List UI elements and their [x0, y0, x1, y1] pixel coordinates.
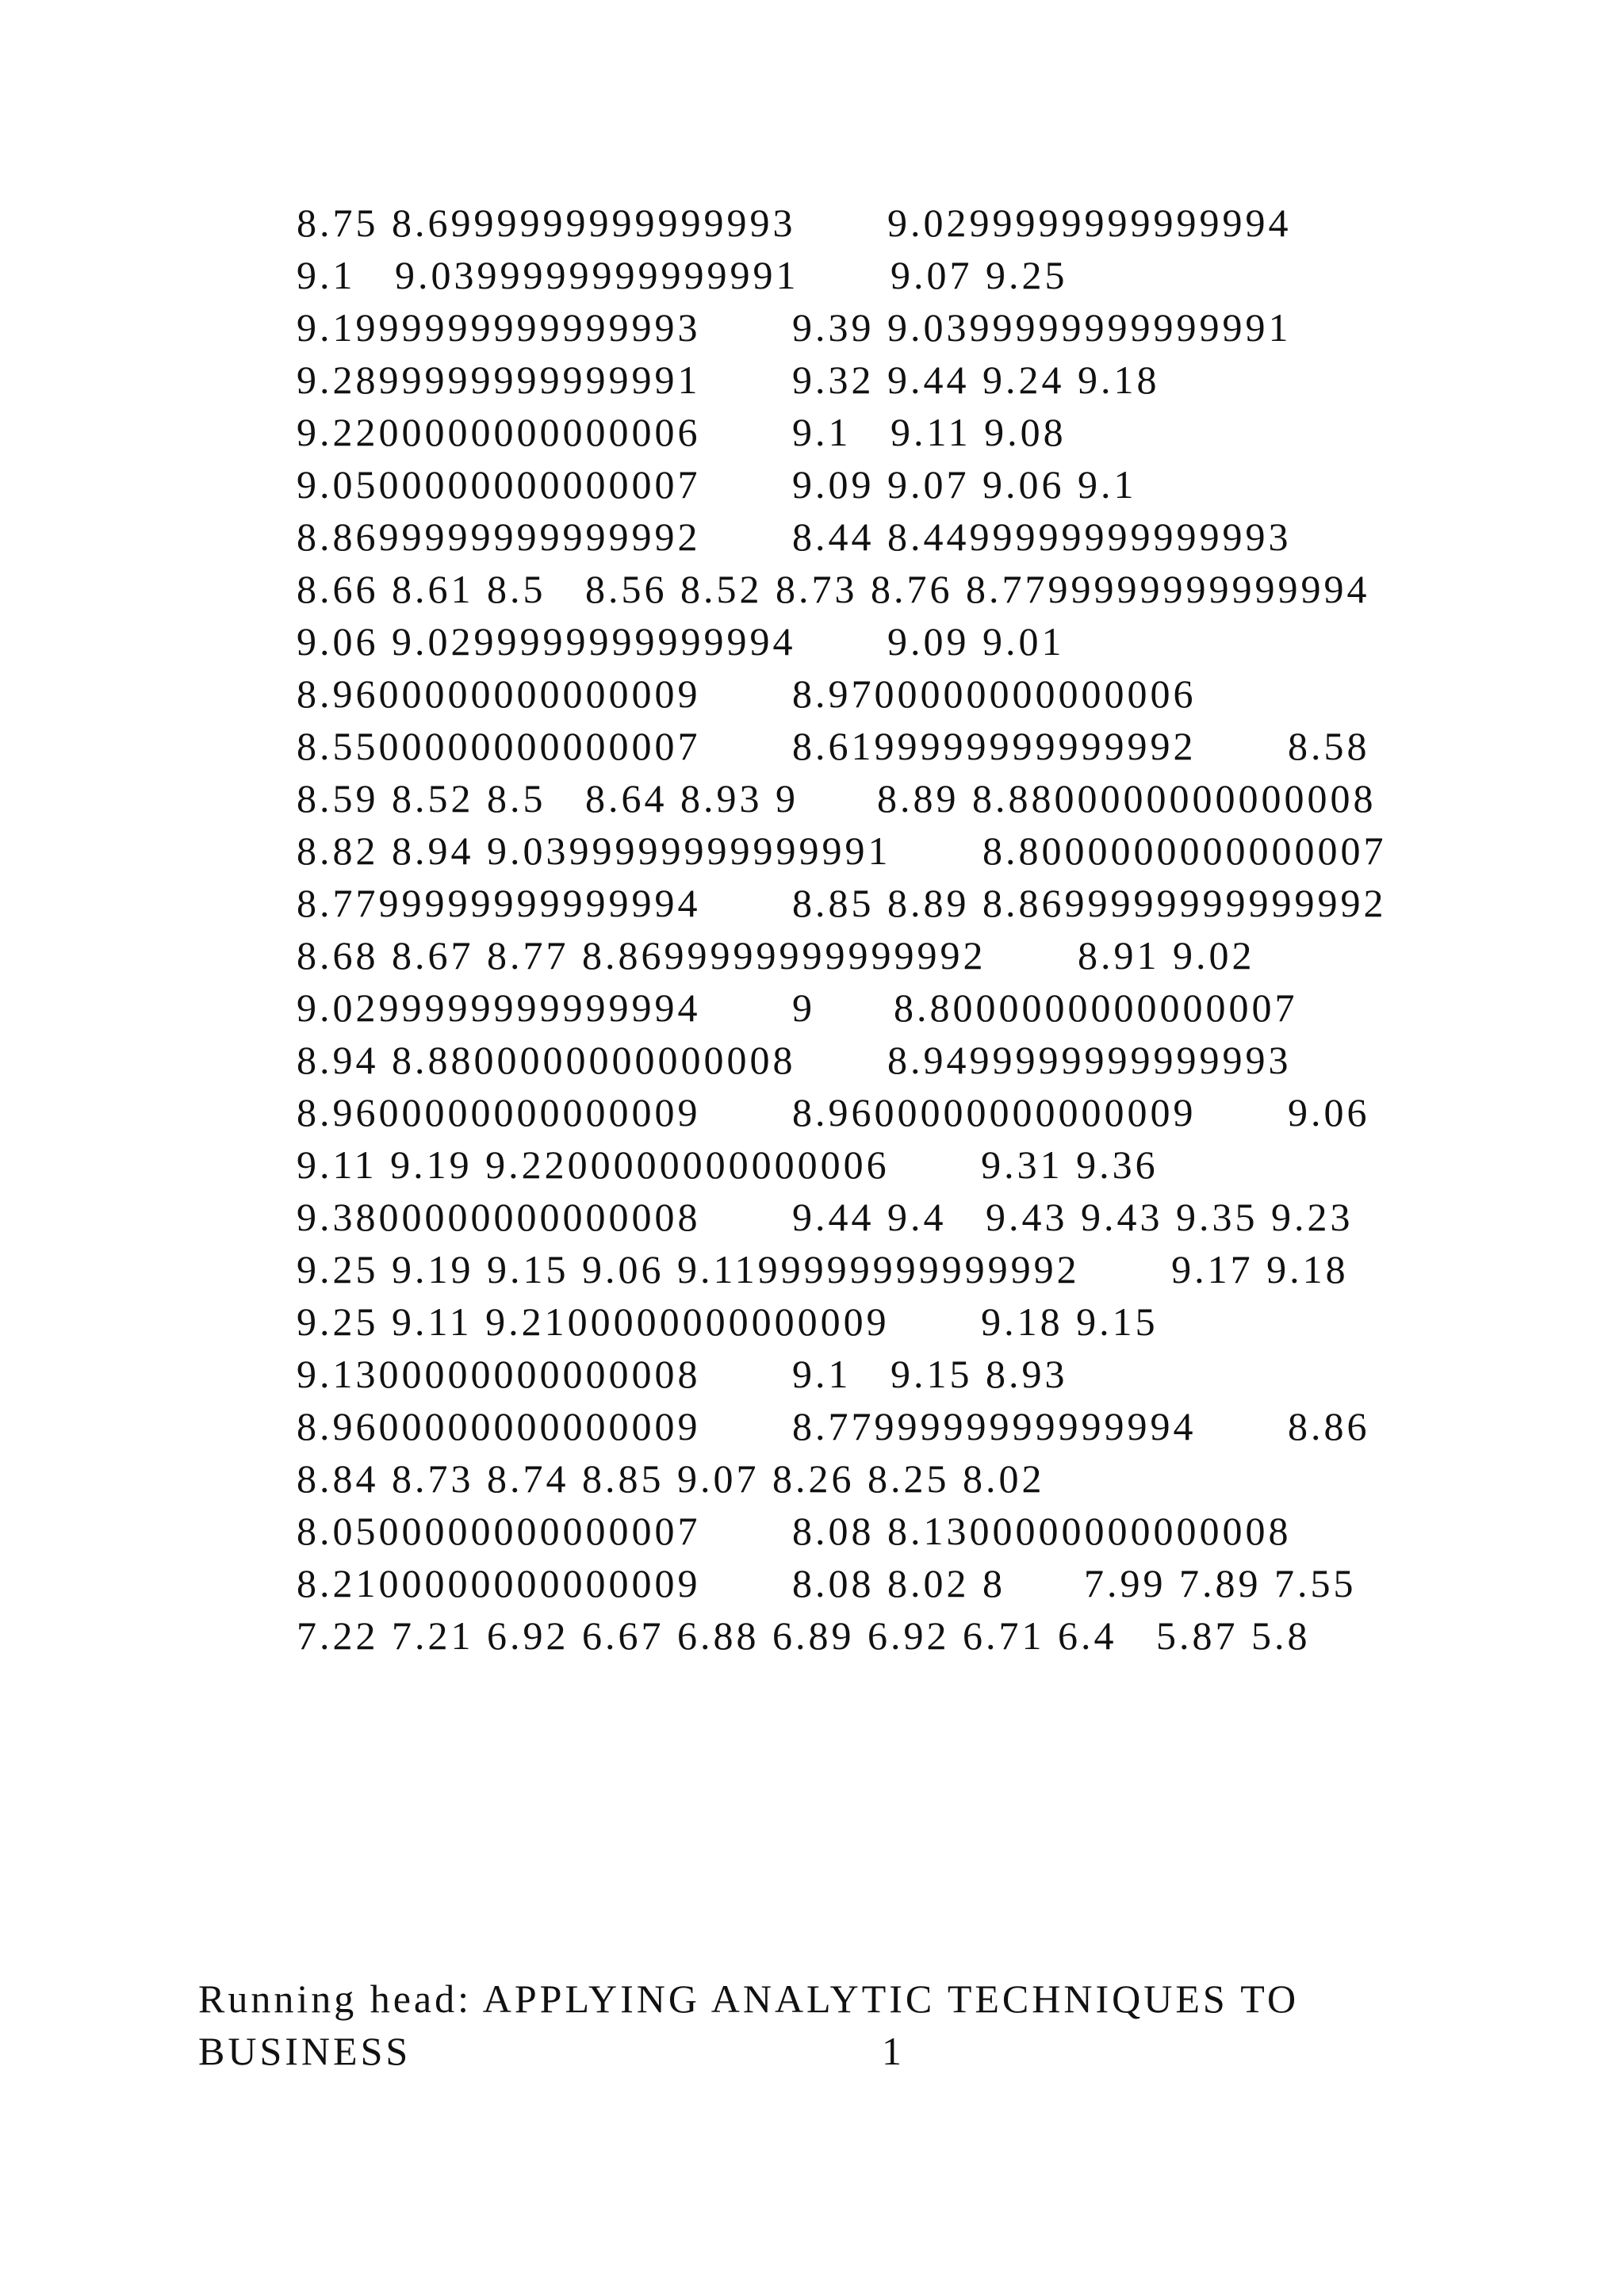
data-line: 8.7799999999999994 8.85 8.89 8.8699999999999992: [297, 881, 1387, 925]
data-line: 8.66 8.61 8.5 8.56 8.52 8.73 8.76 8.7799999999999994: [297, 567, 1370, 611]
data-line: 8.9600000000000009 8.9700000000000006: [297, 672, 1197, 716]
data-line: 9.3800000000000008 9.44 9.4 9.43 9.43 9.35 9.23: [297, 1195, 1354, 1239]
data-line: 9.06 9.0299999999999994 9.09 9.01: [297, 619, 1065, 664]
running-head-line-2: BUSINESS: [198, 2029, 412, 2073]
data-line: 8.9600000000000009 8.7799999999999994 8.86: [297, 1404, 1370, 1448]
data-line: 9.11 9.19 9.2200000000000006 9.31 9.36: [297, 1142, 1159, 1187]
data-line: 9.1300000000000008 9.1 9.15 8.93: [297, 1352, 1068, 1396]
data-line: 9.25 9.19 9.15 9.06 9.1199999999999992 9.17 9.18: [297, 1247, 1349, 1292]
data-line: 8.2100000000000009 8.08 8.02 8 7.99 7.89 7.55: [297, 1561, 1357, 1605]
data-line: 8.84 8.73 8.74 8.85 9.07 8.26 8.25 8.02: [297, 1456, 1045, 1501]
data-line: 8.9600000000000009 8.9600000000000009 9.06: [297, 1090, 1370, 1135]
data-line: 9.0500000000000007 9.09 9.07 9.06 9.1: [297, 462, 1137, 507]
page-number: 1: [882, 2029, 902, 2073]
data-line: 9.1999999999999993 9.39 9.0399999999999991: [297, 305, 1292, 350]
data-line: 8.8699999999999992 8.44 8.4499999999999993: [297, 515, 1292, 559]
data-line: 8.94 8.8800000000000008 8.9499999999999993: [297, 1038, 1292, 1082]
data-line: 8.82 8.94 9.0399999999999991 8.8000000000000007: [297, 828, 1387, 873]
data-line: 8.75 8.6999999999999993 9.0299999999999994: [297, 201, 1292, 245]
data-line: 7.22 7.21 6.92 6.67 6.88 6.89 6.92 6.71 6.4 5.87 5.8: [297, 1613, 1311, 1658]
data-line: 8.5500000000000007 8.6199999999999992 8.58: [297, 724, 1370, 768]
data-line: 9.1 9.0399999999999991 9.07 9.25: [297, 253, 1068, 297]
running-head: [198, 1973, 1467, 2077]
data-line: 8.68 8.67 8.77 8.8699999999999992 8.91 9.02: [297, 933, 1255, 978]
data-line: 8.59 8.52 8.5 8.64 8.93 9 8.89 8.8800000000000008: [297, 776, 1377, 821]
data-line: 9.25 9.11 9.2100000000000009 9.18 9.15: [297, 1299, 1159, 1344]
data-line: 9.2200000000000006 9.1 9.11 9.08: [297, 410, 1067, 454]
data-line: 8.0500000000000007 8.08 8.1300000000000008: [297, 1509, 1292, 1553]
data-line: 9.2899999999999991 9.32 9.44 9.24 9.18: [297, 358, 1160, 402]
data-line: 9.0299999999999994 9 8.8000000000000007: [297, 985, 1298, 1030]
numeric-data-block: [297, 197, 1423, 1662]
running-head-line-1: Running head: APPLYING ANALYTIC TECHNIQUES TO: [198, 1976, 1300, 2021]
